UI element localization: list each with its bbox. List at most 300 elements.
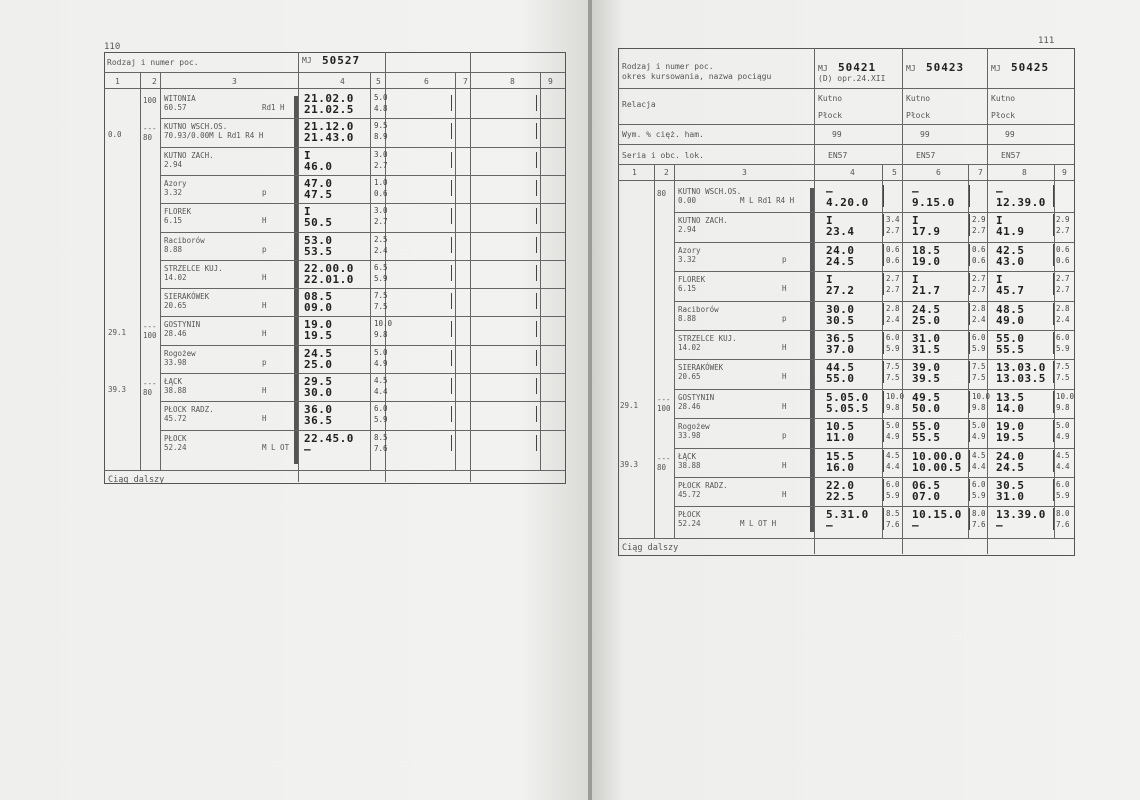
check-mark <box>536 435 537 451</box>
col-number: 5 <box>892 168 897 177</box>
row-divider <box>160 232 565 233</box>
run-time: 2.5 <box>374 235 388 244</box>
run-time-alt: 9.8 <box>972 403 986 412</box>
station-km: 39.3 <box>620 460 639 469</box>
station-mark: p <box>782 255 787 264</box>
row-divider <box>160 175 565 176</box>
station-position: 8.88 <box>164 245 183 254</box>
arrival-time: I <box>996 273 1004 286</box>
station-position: 3.32 <box>164 188 183 197</box>
run-time: 9.5 <box>374 121 388 130</box>
station-mark: p <box>262 358 267 367</box>
column-divider <box>969 303 970 325</box>
run-time: 5.0 <box>374 93 388 102</box>
arrival-time: 22.45.0 <box>304 432 354 445</box>
arrival-time: — <box>996 185 1004 198</box>
station-name: PŁOCK RADZ. <box>164 405 214 414</box>
arrival-time: 24.5 <box>304 347 333 360</box>
station-mark: H <box>262 301 267 310</box>
station-position: 6.15 <box>678 284 697 293</box>
row-divider <box>160 260 565 261</box>
check-mark <box>536 321 537 337</box>
row-divider <box>160 401 565 402</box>
check-mark <box>536 180 537 196</box>
station-name: KUTNO ZACH. <box>164 151 214 160</box>
train-note: (D) opr.24.XII <box>818 74 886 83</box>
departure-time: 49.0 <box>996 314 1025 327</box>
train-brake: 99 <box>1005 130 1015 139</box>
arrival-time: 30.0 <box>826 303 855 316</box>
station-mark: H <box>782 343 787 352</box>
station-mark: M L Rd1 R4 H <box>740 196 795 205</box>
run-time: 6.0 <box>972 333 986 342</box>
station-position: 28.46 <box>164 329 187 338</box>
run-time-alt: 8.9 <box>374 132 388 141</box>
run-time: 2.9 <box>972 215 986 224</box>
run-time: 4.5 <box>1056 451 1070 460</box>
check-mark <box>451 152 452 168</box>
run-time-alt: 0.6 <box>972 256 986 265</box>
row-divider <box>160 147 565 148</box>
arrival-time: 24.0 <box>996 450 1025 463</box>
column-divider <box>1053 508 1054 530</box>
column-divider <box>969 479 970 501</box>
check-mark <box>536 237 537 253</box>
departure-time: — <box>826 519 834 532</box>
run-time-alt: 4.9 <box>886 432 900 441</box>
arrival-time: 15.5 <box>826 450 855 463</box>
train-loco: EN57 <box>828 151 848 160</box>
column-divider <box>883 332 884 354</box>
station-name: ŁĄCK <box>164 377 183 386</box>
train-origin: Kutno <box>906 94 931 103</box>
departure-time: 39.5 <box>912 372 941 385</box>
station-name: FLOREK <box>164 207 192 216</box>
continued-note: Ciąg dalszy <box>622 543 679 553</box>
departure-time: 11.0 <box>826 431 855 444</box>
run-time: 6.0 <box>886 480 900 489</box>
column-divider <box>1053 391 1054 413</box>
station-mark: M L OT H <box>740 519 777 528</box>
arrival-time: 10.15.0 <box>912 508 962 521</box>
station-position: 28.46 <box>678 402 701 411</box>
station-position: 52.24 <box>164 443 187 452</box>
run-time: 6.0 <box>1056 480 1070 489</box>
row-divider <box>160 316 565 317</box>
row-divider <box>674 301 1074 302</box>
train-prefix: MJ <box>991 64 1001 73</box>
departure-time: 4.20.0 <box>826 196 869 209</box>
run-time-alt: 7.5 <box>374 302 388 311</box>
col-number: 1 <box>115 77 120 86</box>
run-time: 2.7 <box>886 274 900 283</box>
train-prefix: MJ <box>818 64 828 73</box>
station-name: KUTNO WSCH.OS. <box>678 187 742 196</box>
run-time: 5.0 <box>886 421 900 430</box>
arrival-time: I <box>996 214 1004 227</box>
column-divider <box>883 244 884 266</box>
route-bar <box>294 96 298 464</box>
run-time: 6.0 <box>886 333 900 342</box>
col-number: 2 <box>152 77 157 86</box>
station-speed: --- 100 <box>657 395 671 413</box>
departure-time: 16.0 <box>826 461 855 474</box>
train-destination: Płock <box>991 111 1016 120</box>
column-divider <box>1053 273 1054 295</box>
header-brake-label: Wym. % cięż. ham. <box>622 130 704 139</box>
station-position: 38.88 <box>164 386 187 395</box>
station-position: 8.88 <box>678 314 697 323</box>
departure-time: — <box>912 519 920 532</box>
station-km: 0.0 <box>108 130 122 139</box>
run-time-alt: 4.4 <box>886 462 900 471</box>
run-time-alt: 2.7 <box>374 161 388 170</box>
run-time-alt: 2.7 <box>886 285 900 294</box>
station-name: Azory <box>678 246 701 255</box>
arrival-time: 31.0 <box>912 332 941 345</box>
station-speed: --- 80 <box>143 379 157 397</box>
check-mark <box>451 435 452 451</box>
run-time: 8.0 <box>972 509 986 518</box>
arrival-time: 49.5 <box>912 391 941 404</box>
column-divider <box>969 361 970 383</box>
run-time: 2.8 <box>886 304 900 313</box>
train-number: 50425 <box>1011 61 1050 74</box>
departure-time: 50.5 <box>304 216 333 229</box>
station-mark: H <box>262 216 267 225</box>
station-name: GOSTYNIN <box>164 320 201 329</box>
run-time-alt: 7.5 <box>972 373 986 382</box>
station-mark: H <box>782 284 787 293</box>
arrival-time: 36.0 <box>304 403 333 416</box>
column-divider <box>1053 332 1054 354</box>
col-number: 4 <box>850 168 855 177</box>
arrival-time: I <box>912 273 920 286</box>
arrival-time: 24.0 <box>826 244 855 257</box>
check-mark <box>536 406 537 422</box>
run-time-alt: 0.6 <box>886 256 900 265</box>
run-time-alt: 2.7 <box>972 285 986 294</box>
station-mark: H <box>262 329 267 338</box>
run-time-alt: 4.4 <box>374 387 388 396</box>
run-time-alt: 2.7 <box>972 226 986 235</box>
station-position: 20.65 <box>164 301 187 310</box>
train-brake: 99 <box>832 130 842 139</box>
station-speed: --- 100 <box>143 322 157 340</box>
row-divider <box>160 118 565 119</box>
check-mark <box>451 208 452 224</box>
arrival-time: 36.5 <box>826 332 855 345</box>
run-time: 5.0 <box>972 421 986 430</box>
station-name: SIERAKÓWEK <box>678 363 724 372</box>
departure-time: 37.0 <box>826 343 855 356</box>
departure-time: 45.7 <box>996 284 1025 297</box>
run-time-alt: 4.4 <box>972 462 986 471</box>
arrival-time: 5.05.0 <box>826 391 869 404</box>
run-time: 3.0 <box>374 206 388 215</box>
run-time: 6.5 <box>374 263 388 272</box>
departure-time: 27.2 <box>826 284 855 297</box>
arrival-time: — <box>826 185 834 198</box>
station-name: STRZELCE KUJ. <box>678 334 737 343</box>
station-name: PŁOCK <box>164 434 187 443</box>
departure-time: 21.43.0 <box>304 131 354 144</box>
column-divider <box>883 273 884 295</box>
arrival-time: 29.5 <box>304 375 333 388</box>
row-divider <box>160 373 565 374</box>
check-mark <box>536 95 537 111</box>
station-position: 14.02 <box>164 273 187 282</box>
arrival-time: 24.5 <box>912 303 941 316</box>
station-mark: H <box>782 461 787 470</box>
check-mark <box>451 321 452 337</box>
departure-time: 24.5 <box>996 461 1025 474</box>
departure-time: 09.0 <box>304 301 333 314</box>
check-mark <box>451 237 452 253</box>
station-position: 60.57 <box>164 103 187 112</box>
departure-time: 53.5 <box>304 245 333 258</box>
train-origin: Kutno <box>991 94 1016 103</box>
departure-time: 19.5 <box>996 431 1025 444</box>
run-time: 10.0 <box>886 392 905 401</box>
column-divider <box>1053 450 1054 472</box>
run-time-alt: 2.7 <box>374 217 388 226</box>
col-number: 4 <box>340 77 345 86</box>
train-destination: Płock <box>906 111 931 120</box>
run-time: 2.8 <box>1056 304 1070 313</box>
run-time-alt: 5.9 <box>1056 344 1070 353</box>
arrival-time: 22.0 <box>826 479 855 492</box>
column-divider <box>1053 479 1054 501</box>
station-speed: --- 80 <box>143 124 157 142</box>
departure-time: 55.5 <box>912 431 941 444</box>
row-divider <box>674 506 1074 507</box>
station-name: Raciborów <box>164 236 205 245</box>
row-divider <box>674 212 1074 213</box>
train-prefix: MJ <box>906 64 916 73</box>
run-time-alt: 9.8 <box>374 330 388 339</box>
arrival-time: I <box>912 214 920 227</box>
run-time-alt: 5.9 <box>1056 491 1070 500</box>
station-position: 52.24 <box>678 519 701 528</box>
run-time: 5.0 <box>374 348 388 357</box>
train-destination: Płock <box>818 111 843 120</box>
station-position: 2.94 <box>678 225 697 234</box>
arrival-time: 55.0 <box>912 420 941 433</box>
run-time: 7.5 <box>374 291 388 300</box>
col-number: 3 <box>742 168 747 177</box>
row-divider <box>674 448 1074 449</box>
check-mark <box>451 293 452 309</box>
station-name: Rogożew <box>678 422 710 431</box>
column-divider <box>1053 185 1054 207</box>
station-speed: 80 <box>657 189 667 198</box>
run-time-alt: 7.5 <box>1056 373 1070 382</box>
column-divider <box>883 303 884 325</box>
run-time: 4.5 <box>972 451 986 460</box>
check-mark <box>536 265 537 281</box>
run-time-alt: 7.6 <box>1056 520 1070 529</box>
station-name: ŁĄCK <box>678 452 697 461</box>
station-mark: p <box>262 188 267 197</box>
header-train-type-label: Rodzaj i numer poc. <box>107 58 199 67</box>
run-time-alt: 7.6 <box>374 444 388 453</box>
arrival-time: 21.02.0 <box>304 92 354 105</box>
station-mark: Rd1 H <box>262 103 285 112</box>
page-number: 110 <box>104 42 121 52</box>
run-time-alt: 4.8 <box>374 104 388 113</box>
column-divider <box>883 391 884 413</box>
departure-time: 21.7 <box>912 284 941 297</box>
station-position: 33.98 <box>678 431 701 440</box>
run-time-alt: 5.9 <box>374 274 388 283</box>
run-time: 1.0 <box>374 178 388 187</box>
arrival-time: 06.5 <box>912 479 941 492</box>
continued-note: Ciąg dalszy <box>108 475 165 485</box>
station-speed: 100 <box>143 96 157 105</box>
departure-time: 9.15.0 <box>912 196 955 209</box>
run-time: 7.5 <box>972 362 986 371</box>
station-name: GOSTYNIN <box>678 393 715 402</box>
station-mark: H <box>782 490 787 499</box>
arrival-time: 53.0 <box>304 234 333 247</box>
column-divider <box>1053 244 1054 266</box>
run-time: 2.9 <box>1056 215 1070 224</box>
arrival-time: — <box>912 185 920 198</box>
train-origin: Kutno <box>818 94 843 103</box>
run-time-alt: 5.9 <box>886 344 900 353</box>
run-time: 5.0 <box>1056 421 1070 430</box>
run-time: 0.6 <box>886 245 900 254</box>
departure-time: 46.0 <box>304 160 333 173</box>
station-position: 33.98 <box>164 358 187 367</box>
check-mark <box>451 95 452 111</box>
departure-time: 36.5 <box>304 414 333 427</box>
train-loco: EN57 <box>916 151 936 160</box>
station-name: KUTNO ZACH. <box>678 216 728 225</box>
departure-time: 43.0 <box>996 255 1025 268</box>
station-mark: p <box>262 245 267 254</box>
departure-time: 21.02.5 <box>304 103 354 116</box>
column-divider <box>1053 420 1054 442</box>
col-number: 3 <box>232 77 237 86</box>
row-divider <box>674 389 1074 390</box>
arrival-time: 10.5 <box>826 420 855 433</box>
station-position: 0.00 <box>678 196 697 205</box>
station-mark: H <box>262 386 267 395</box>
column-divider <box>883 450 884 472</box>
run-time: 6.0 <box>374 404 388 413</box>
row-divider <box>674 477 1074 478</box>
route-bar <box>810 188 814 532</box>
run-time: 8.5 <box>886 509 900 518</box>
station-name: STRZELCE KUJ. <box>164 264 223 273</box>
run-time-alt: 2.4 <box>972 315 986 324</box>
check-mark <box>451 180 452 196</box>
arrival-time: 22.00.0 <box>304 262 354 275</box>
column-divider <box>1053 214 1054 236</box>
departure-time: 55.0 <box>826 372 855 385</box>
station-mark: H <box>262 273 267 282</box>
run-time: 0.6 <box>1056 245 1070 254</box>
row-divider <box>160 203 565 204</box>
run-time-alt: 7.6 <box>972 520 986 529</box>
run-time-alt: 4.9 <box>1056 432 1070 441</box>
run-time: 4.5 <box>886 451 900 460</box>
station-km: 29.1 <box>620 401 639 410</box>
run-time: 3.4 <box>886 215 900 224</box>
header-loco-label: Seria i obc. lok. <box>622 151 704 160</box>
departure-time: 5.05.5 <box>826 402 869 415</box>
check-mark <box>536 123 537 139</box>
departure-time: 22.5 <box>826 490 855 503</box>
station-position: 14.02 <box>678 343 701 352</box>
row-divider <box>674 418 1074 419</box>
departure-time: — <box>304 443 312 456</box>
run-time-alt: 2.4 <box>1056 315 1070 324</box>
departure-time: 22.01.0 <box>304 273 354 286</box>
column-divider <box>969 214 970 236</box>
run-time-alt: 5.9 <box>886 491 900 500</box>
column-divider <box>969 244 970 266</box>
departure-time: 31.0 <box>996 490 1025 503</box>
run-time: 6.0 <box>1056 333 1070 342</box>
arrival-time: 19.0 <box>304 318 333 331</box>
departure-time: 31.5 <box>912 343 941 356</box>
station-name: Rogożew <box>164 349 196 358</box>
arrival-time: 44.5 <box>826 361 855 374</box>
arrival-time: I <box>304 205 312 218</box>
column-divider <box>969 420 970 442</box>
run-time-alt: 2.4 <box>886 315 900 324</box>
station-name: FLOREK <box>678 275 706 284</box>
station-mark: H <box>782 402 787 411</box>
column-divider <box>969 508 970 530</box>
run-time-alt: 5.9 <box>374 415 388 424</box>
run-time: 7.5 <box>1056 362 1070 371</box>
departure-time: 19.0 <box>912 255 941 268</box>
check-mark <box>451 378 452 394</box>
run-time-alt: 2.4 <box>374 246 388 255</box>
run-time: 2.8 <box>972 304 986 313</box>
run-time: 8.5 <box>374 433 388 442</box>
col-number: 6 <box>424 77 429 86</box>
station-name: KUTNO WSCH.OS. <box>164 122 228 131</box>
arrival-time: 42.5 <box>996 244 1025 257</box>
col-number: 8 <box>1022 168 1027 177</box>
run-time-alt: 7.5 <box>886 373 900 382</box>
column-divider <box>969 332 970 354</box>
arrival-time: I <box>826 273 834 286</box>
arrival-time: 13.39.0 <box>996 508 1046 521</box>
train-number: 50423 <box>926 61 965 74</box>
run-time-alt: 5.9 <box>972 491 986 500</box>
arrival-time: 13.03.0 <box>996 361 1046 374</box>
station-mark: M L OT H <box>262 443 299 452</box>
departure-time: 41.9 <box>996 225 1025 238</box>
run-time-alt: 4.9 <box>374 359 388 368</box>
check-mark <box>536 208 537 224</box>
run-time: 10.0 <box>1056 392 1075 401</box>
check-mark <box>536 378 537 394</box>
row-divider <box>674 330 1074 331</box>
station-mark: H <box>262 414 267 423</box>
header-period-label: okres kursowania, nazwa pociągu <box>622 72 772 81</box>
station-position: 2.94 <box>164 160 183 169</box>
col-number: 5 <box>376 77 381 86</box>
station-mark: H <box>782 372 787 381</box>
station-name: WITONIA <box>164 94 196 103</box>
